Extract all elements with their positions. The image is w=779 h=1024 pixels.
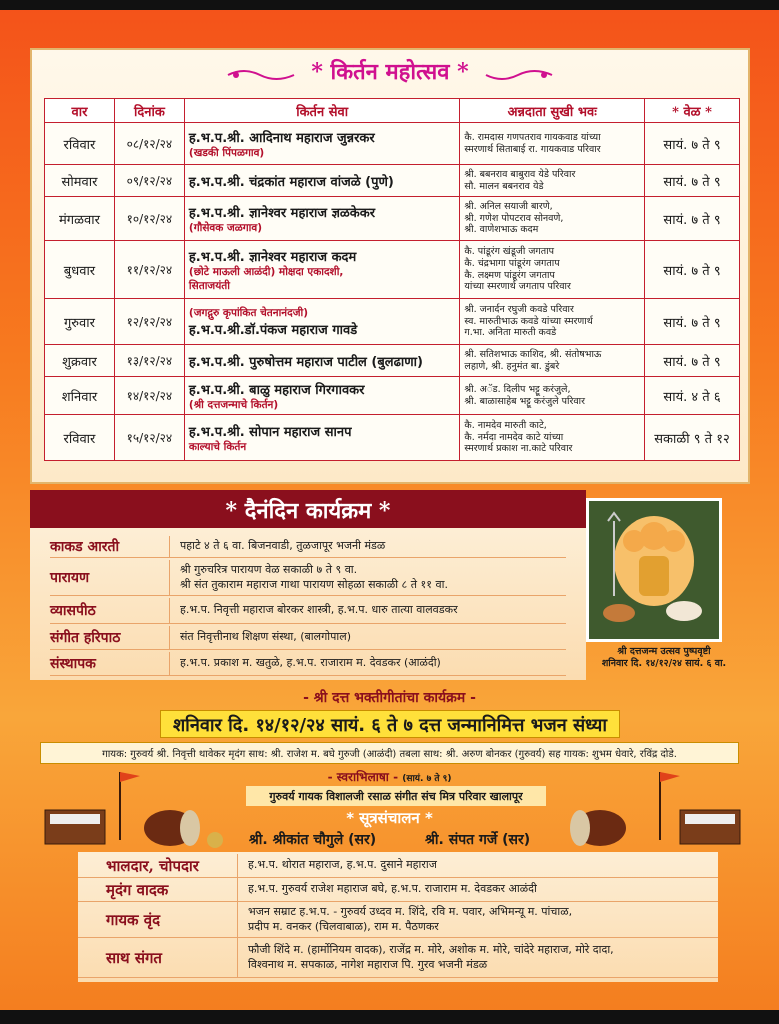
kirtan-donor-line: कै. नामदेव मारुती काटे, <box>464 419 547 431</box>
kirtan-donor-line: सौ. मालन बबनराव येडे <box>464 180 544 192</box>
kirtan-time: सकाळी ९ ते १२ <box>645 415 740 461</box>
daily-row <box>50 626 566 650</box>
daily-row <box>50 598 566 624</box>
kirtan-donor-line: लहाणे, श्री. हनुमंत बा. डुंबरे <box>464 360 560 372</box>
kirtan-time: सायं. ७ ते ९ <box>645 299 740 345</box>
kirtan-day: सोमवार <box>45 165 115 197</box>
kirtan-seva-line: ह.भ.प.श्री. सोपान महाराज सानप <box>188 424 352 440</box>
header-date: दिनांक <box>114 99 184 123</box>
kirtan-date: १४/१२/२४ <box>114 377 184 415</box>
credits-value <box>238 878 537 901</box>
deity-caption-line1: श्री दत्तजन्म उत्सव पुष्पवृष्टी <box>617 646 711 657</box>
kirtan-date: १२/१२/२४ <box>114 299 184 345</box>
sutra-name-1: श्री. श्रीकांत चौगुले (सर) <box>248 832 377 848</box>
kirtan-donor <box>460 165 645 197</box>
kirtan-seva-line: ह.भ.प.श्री. ज्ञानेश्वर महाराज कदम <box>188 249 357 265</box>
swar-subtitle: गुरुवर्य गायक विशालजी रसाळ संगीत संच मित्र परिवार खालापूर <box>246 786 546 806</box>
deity-image <box>586 498 722 642</box>
sutra-names <box>0 830 779 849</box>
kirtan-day: शनिवार <box>45 377 115 415</box>
kirtan-row <box>45 165 740 197</box>
credits-value-line: विश्वनाथ म. सपकाळ, नागेश महाराज पि. गुरव भजनी मंडळ <box>248 957 488 971</box>
kirtan-header-row <box>45 99 740 123</box>
kirtan-title: * किर्तन महोत्सव * <box>311 59 469 85</box>
kirtan-seva <box>184 415 460 461</box>
swar-time: (सायं. ७ ते ९) <box>402 774 452 784</box>
header-day: वार <box>45 99 115 123</box>
kirtan-donor-line: श्री. अॅड. दिलीप भट्टू करंजुले, <box>464 383 571 395</box>
kirtan-donor <box>460 241 645 299</box>
kirtan-donor-line: स्मरणार्थ प्रकाश ना.काटे परिवार <box>464 443 573 455</box>
daily-label: व्यासपीठ <box>50 598 170 623</box>
kirtan-donor-line: स्मरणार्थ सिताबाई रा. गायकवाड परिवार <box>464 143 601 155</box>
kirtan-time: सायं. ४ ते ६ <box>645 377 740 415</box>
bhakti-heading: - श्री दत्त भक्तीगीतांचा कार्यक्रम - <box>303 690 476 706</box>
kirtan-donor-line: ग.भा. अनिता मारुती कवडे <box>464 327 557 339</box>
kirtan-row <box>45 197 740 241</box>
kirtan-donor <box>460 415 645 461</box>
daily-value <box>170 603 458 617</box>
kirtan-donor-line: यांच्या स्मरणार्थ जगताप परिवार <box>464 281 571 293</box>
daily-label: काकड आरती <box>50 536 170 557</box>
kirtan-seva-sub: (गौसेवक जळगाव) <box>188 221 263 234</box>
bottom-black-bar <box>0 1010 779 1024</box>
bhakti-singers: गायक: गुरुवर्य श्री. निवृत्ती थावेकर मृदंग साथ: श्री. राजेश म. बघे गुरुजी (आळंदी) तबला साथ: श्री. अरुण बोनकर (गुरुवर्य) सह गायक: शुभम धेवारे, रविंद्र दोडे. <box>40 742 739 764</box>
credits-value-line: फौजी शिंदे म. (हार्मोनियम वादक), राजेंद्र म. मोरे, अशोक म. मोरे, चांदेरे महाराज, मोरे दादा, <box>248 942 614 956</box>
daily-value <box>170 630 351 644</box>
kirtan-date: १५/१२/२४ <box>114 415 184 461</box>
credits-row <box>78 938 718 978</box>
kirtan-seva-sub: (छोटे माऊली आळंदी) मोक्षदा एकादशी, <box>188 265 344 278</box>
kirtan-donor-line: श्री. सतिशभाऊ काशिद, श्री. संतोषभाऊ <box>464 348 602 360</box>
kirtan-seva-sub: काल्याचे किर्तन <box>188 440 247 453</box>
kirtan-date: १३/१२/२४ <box>114 345 184 377</box>
kirtan-donor-line: श्री. जनार्दन रघुजी कवडे परिवार <box>464 303 574 315</box>
sutra-name-2: श्री. संपत गर्जे (सर) <box>425 832 531 848</box>
header-donor: अन्नदाता सुखी भवः <box>460 99 645 123</box>
credits-row <box>78 878 718 902</box>
daily-value <box>170 563 448 592</box>
kirtan-donor <box>460 345 645 377</box>
kirtan-day: शुक्रवार <box>45 345 115 377</box>
kirtan-donor <box>460 197 645 241</box>
kirtan-donor-line: श्री. बबनराव बाबुराव येडे परिवार <box>464 168 576 180</box>
credits-value <box>238 854 437 877</box>
kirtan-donor-line: कै. रामदास गणपतराव गायकवाड यांच्या <box>464 131 601 143</box>
kirtan-seva-line: ह.भ.प.श्री. पुरुषोत्तम महाराज पाटील (बुलढाणा) <box>188 354 423 370</box>
daily-value <box>170 539 385 553</box>
daily-row <box>50 536 566 558</box>
kirtan-seva <box>184 345 460 377</box>
kirtan-time: सायं. ७ ते ९ <box>645 197 740 241</box>
kirtan-date: ०९/१२/२४ <box>114 165 184 197</box>
kirtan-day: गुरुवार <box>45 299 115 345</box>
kirtan-seva <box>184 299 460 345</box>
kirtan-date: ०८/१२/२४ <box>114 123 184 165</box>
kirtan-time: सायं. ७ ते ९ <box>645 241 740 299</box>
daily-row <box>50 560 566 596</box>
kirtan-time: सायं. ७ ते ९ <box>645 345 740 377</box>
deity-illustration <box>589 501 719 639</box>
kirtan-donor <box>460 377 645 415</box>
daily-value-line: पहाटे ४ ते ६ वा. बिजनवाडी, तुळजापूर भजनी मंडळ <box>180 539 386 553</box>
credits-label: साथ संगत <box>78 938 238 977</box>
daily-value-line: ह.भ.प. प्रकाश म. खतुळे, ह.भ.प. राजाराम म. देवडकर (आळंदी) <box>180 656 441 670</box>
daily-area <box>30 528 586 680</box>
credits-row <box>78 854 718 878</box>
credits-value <box>238 902 572 937</box>
kirtan-seva <box>184 241 460 299</box>
kirtan-seva-line: ह.भ.प.श्री. आदिनाथ महाराज जुन्नरकर <box>188 130 375 146</box>
kirtan-seva-line: ह.भ.प.श्री.डॉ.पंकज महाराज गावडे <box>188 322 358 338</box>
daily-value-line: श्री गुरुचरित्र पारायण वेळ सकाळी ७ ते ९ वा. <box>180 563 358 577</box>
kirtan-table <box>44 98 740 461</box>
kirtan-seva-sub: (श्री दत्तजन्माचे किर्तन) <box>188 398 279 411</box>
kirtan-seva <box>184 165 460 197</box>
kirtan-title-wrap <box>32 56 748 92</box>
credits-value-lines <box>248 858 437 873</box>
kirtan-body <box>45 123 740 461</box>
kirtan-row <box>45 377 740 415</box>
kirtan-donor <box>460 299 645 345</box>
daily-title: * दैनंदिन कार्यक्रम * <box>225 498 391 524</box>
kirtan-donor-line: कै. पांडूरंग खंडूजी जगताप <box>464 245 554 257</box>
kirtan-date: ११/१२/२४ <box>114 241 184 299</box>
kirtan-frame <box>30 48 750 484</box>
credits-value-line: प्रदीप म. वनकर (चिलवाबाळ), राम म. पैठणकर <box>248 919 439 933</box>
daily-value-line: ह.भ.प. निवृत्ती महाराज बोरकर शास्त्री, ह.भ.प. धारु तात्या वालवडकर <box>180 603 458 617</box>
header-seva: किर्तन सेवा <box>184 99 460 123</box>
kirtan-row <box>45 345 740 377</box>
flourish-right-icon <box>484 67 554 83</box>
kirtan-donor-line: श्री. गणेश पोपटराव सोनवणे, <box>464 212 564 224</box>
credits-panel <box>78 852 718 982</box>
credits-value-lines <box>248 905 572 935</box>
deity-caption <box>584 646 744 680</box>
credits-label: गायक वृंद <box>78 902 238 937</box>
credits-value-line: ह.भ.प. गुरुवर्य राजेश महाराज बघे, ह.भ.प. राजाराम म. देवडकर आळंदी <box>248 882 537 896</box>
kirtan-donor-line: स्व. मारुतीभाऊ कवडे यांच्या स्मरणार्थ <box>464 315 593 327</box>
kirtan-time: सायं. ७ ते ९ <box>645 165 740 197</box>
credits-value-lines <box>248 943 614 973</box>
kirtan-donor <box>460 123 645 165</box>
daily-value-line: संत निवृत्तीनाथ शिक्षण संस्था, (बालगोपाल) <box>180 630 352 644</box>
credits-label: मृदंग वादक <box>78 878 238 901</box>
credits-value <box>238 938 614 977</box>
kirtan-seva <box>184 377 460 415</box>
kirtan-row <box>45 299 740 345</box>
kirtan-donor-line: श्री. वाणेशभाऊ कदम <box>464 224 539 236</box>
flourish-left-icon <box>226 67 296 83</box>
credits-label: भालदार, चोपदार <box>78 854 238 877</box>
kirtan-date: १०/१२/२४ <box>114 197 184 241</box>
kirtan-seva <box>184 123 460 165</box>
header-time: * वेळ * <box>645 99 740 123</box>
kirtan-donor-line: श्री. अनिल सयाजी बारणे, <box>464 200 553 212</box>
kirtan-donor-line: कै. चंद्रभागा पांडूरंग जगताप <box>464 257 560 269</box>
bhakti-date-banner: शनिवार दि. १४/१२/२४ सायं. ६ ते ७ दत्त जन्मानिमित्त भजन संध्या <box>160 710 620 738</box>
daily-label: संगीत हरिपाठ <box>50 626 170 649</box>
kirtan-donor-line: कै. नर्मदा नामदेव काटे यांच्या <box>464 431 564 443</box>
kirtan-seva-line: ह.भ.प.श्री. चंद्रकांत महाराज वांजळे (पुणे) <box>188 174 394 190</box>
daily-label: संस्थापक <box>50 652 170 675</box>
kirtan-day: बुधवार <box>45 241 115 299</box>
credits-row <box>78 902 718 938</box>
daily-row <box>50 652 566 676</box>
kirtan-time: सायं. ७ ते ९ <box>645 123 740 165</box>
kirtan-seva-line: ह.भ.प.श्री. बाळु महाराज गिरगावकर <box>188 382 365 398</box>
kirtan-seva-sub: सिताजयंती <box>188 279 230 292</box>
kirtan-day: रविवार <box>45 123 115 165</box>
daily-value-line: श्री संत तुकाराम महाराज गाथा पारायण सोहळा सकाळी ८ ते ११ वा. <box>180 577 448 591</box>
kirtan-day: मंगळवार <box>45 197 115 241</box>
kirtan-row <box>45 123 740 165</box>
deity-caption-line2: शनिवार दि. १४/१२/२४ सायं. ६ वा. <box>601 658 727 670</box>
daily-value <box>170 656 441 670</box>
kirtan-day: रविवार <box>45 415 115 461</box>
kirtan-seva-line: (जगद्गुरु कृपांकित चेतनानंदजी) <box>188 306 309 319</box>
credits-value-line: भजन सम्राट ह.भ.प. - गुरुवर्य उध्दव म. शिंदे, रवि म. पवार, अभिमन्यू म. पांचाळ, <box>248 904 573 918</box>
kirtan-donor-line: श्री. बाळासाहेब भट्टू करंजुले परिवार <box>464 395 585 407</box>
kirtan-row <box>45 415 740 461</box>
top-black-bar <box>0 0 779 10</box>
daily-label: पारायण <box>50 560 170 595</box>
kirtan-seva-sub: (खडकी पिंपळगाव) <box>188 146 265 159</box>
credits-value-line: ह.भ.प. थोरात महाराज, ह.भ.प. दुसाने महाराज <box>248 858 437 872</box>
daily-band <box>30 490 586 528</box>
kirtan-donor-line: कै. लक्ष्मण पांडूरंग जगताप <box>464 269 555 281</box>
kirtan-seva <box>184 197 460 241</box>
swar-title: - स्वराभिलाषा - <box>327 770 399 784</box>
kirtan-seva-line: ह.भ.प.श्री. ज्ञानेश्वर महाराज ज्ञळकेकर <box>188 205 376 221</box>
sutra-heading: * सूत्रसंचालन * <box>346 809 433 827</box>
kirtan-row <box>45 241 740 299</box>
credits-value-lines <box>248 882 537 897</box>
